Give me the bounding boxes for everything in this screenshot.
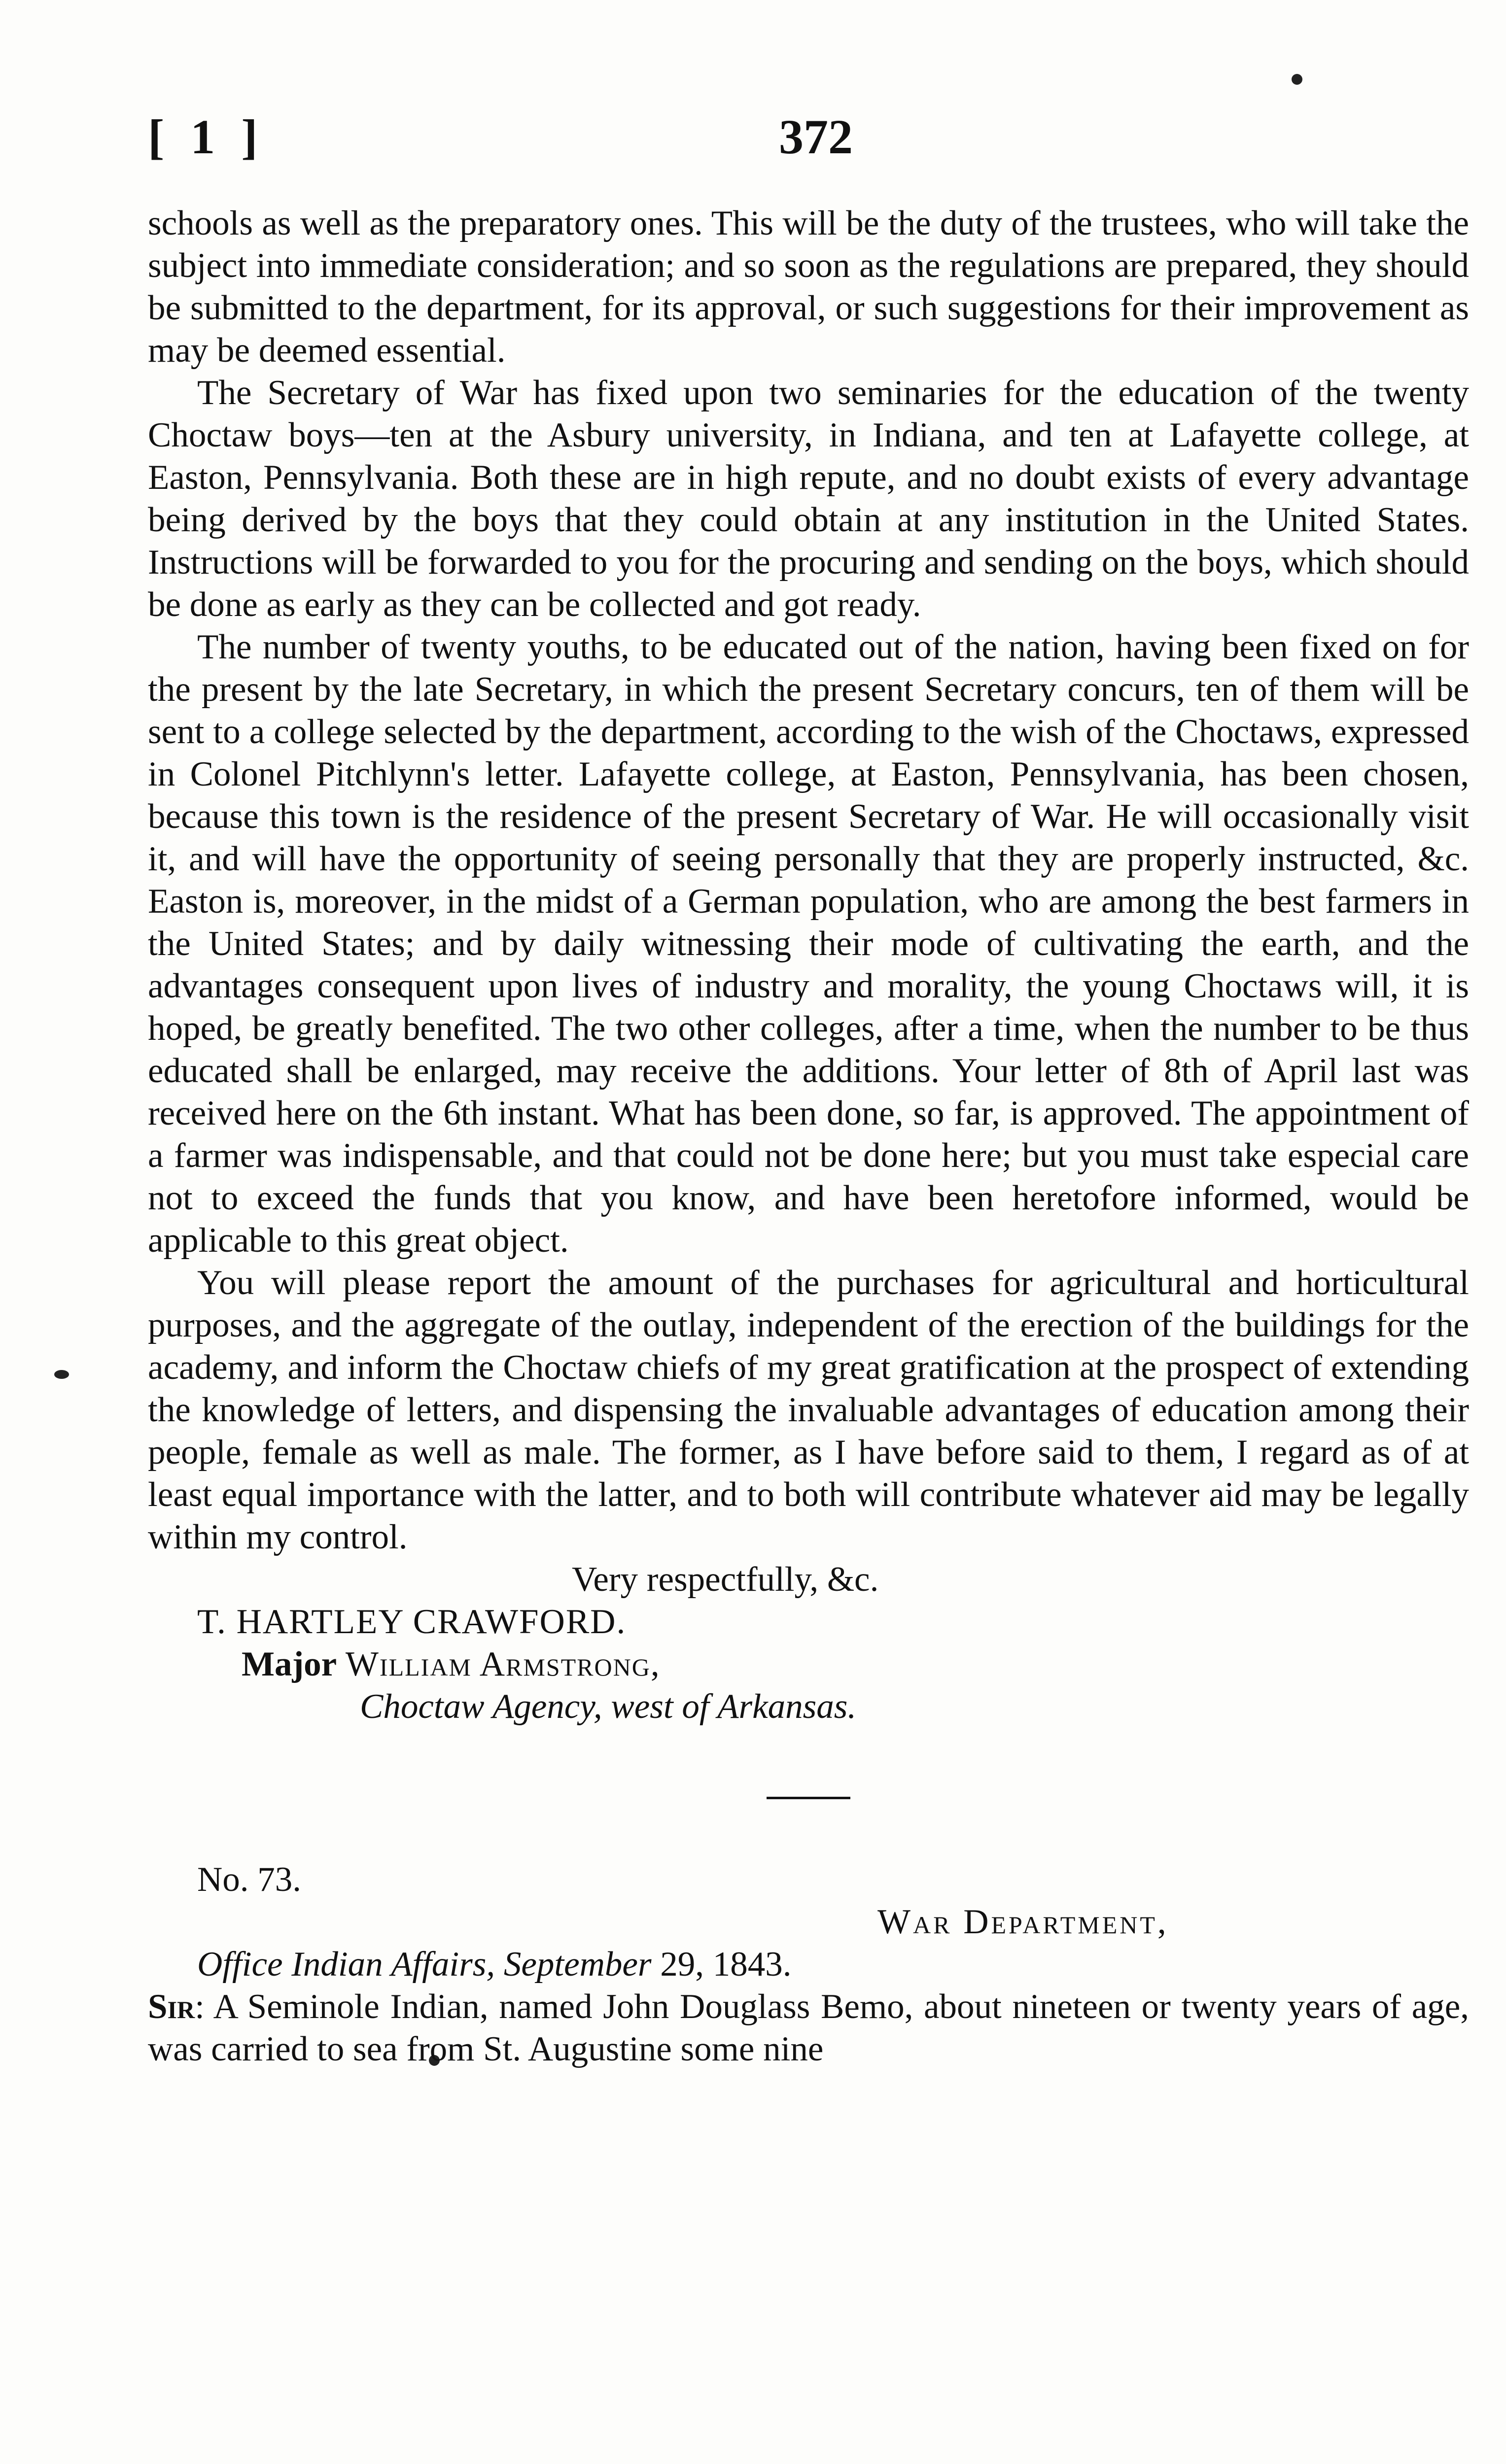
date-month: September xyxy=(503,1945,652,1984)
ink-speck xyxy=(1292,74,1302,85)
sheet-mark: [ 1 ] xyxy=(148,109,265,164)
department-heading: War Department, xyxy=(877,1903,1169,1941)
paragraph-opening xyxy=(148,1985,1469,2070)
paragraph-seminaries: The Secretary of War has fixed upon two seminaries for the education of the twenty Choctaw boys—ten at the Asbury university, in Indiana, and ten at Lafayette college, at Easton, Pennsylvania. Both these are in high repute, and no doubt exists of every advantage being derived by the boys that they could obtain at any institution in the United States. Instructions will be forwarded to you for the procuring and sending on the boys, which should be done as early as they can be collected and got ready. xyxy=(148,374,1469,624)
document-number: No. 73. xyxy=(197,1860,302,1899)
addressee-place: Choctaw Agency, west of Arkansas. xyxy=(360,1687,857,1726)
page-number: 372 xyxy=(779,109,853,164)
addressee-title: Major xyxy=(242,1645,337,1683)
paragraph-twenty-youths: The number of twenty youths, to be educated out of the nation, having been fixed on for the present by the late Secretary, in which the present Secretary concurs, ten of them will be sent to a college selected by the department, according to the wish of the Choctaws, expressed in Colonel Pitchlynn's letter. Lafayette college, at Easton, Pennsylvania, has been chosen, because this town is the residence of the present Secretary of War. He will occasionally visit it, and will have the opportunity of seeing personally that they are properly instructed, &c. Easton is, moreover, in the midst of a German population, who are among the best farmers in the United States; and by daily witnessing their mode of cultivating the earth, and the advantages consequent upon lives of industry and morality, the young Choctaws will, it is hoped, be greatly benefited. The two other colleges, after a time, when the number to be thus educated shall be enlarged, may receive the additions. Your letter of 8th of April last was received here on the 6th instant. What has been done, so far, is approved. The appointment of a farmer was indispensable, and that could not be done here; but you must take especial care not to exceed the funds that you know, and have been heretofore informed, would be applicable to this great object. xyxy=(148,628,1469,1260)
ink-speck xyxy=(54,1370,69,1379)
opening-text: : A Seminole Indian, named John Douglass Bemo, about nineteen or twenty years of age, was carried to sea from St. Augustine some nine xyxy=(148,1987,1469,2068)
salutation: Sir xyxy=(148,1987,195,2026)
dateline xyxy=(148,1943,1469,1985)
letter-closing: Very respectfully, &c. xyxy=(572,1560,879,1599)
letter-signature: T. HARTLEY CRAWFORD. xyxy=(197,1603,627,1641)
paragraph-report-request: You will please report the amount of the purchases for agricultural and horticultural purposes, and the aggregate of the outlay, independent of the erection of the buildings for the academy, and inform the Choctaw chiefs of my great gratification at the prospect of extending the knowledge of letters, and dispensing the invaluable advantages of education among their people, female as well as male. The former, as I have before said to them, I regard as of at least equal importance with the latter, and to both will contribute whatever aid may be legally within my control. xyxy=(148,1264,1469,1556)
office-name: Office Indian Affairs, xyxy=(197,1945,495,1984)
addressee-line xyxy=(148,1643,1469,1685)
document-body xyxy=(148,202,1469,2070)
date-day-year: 29, 1843. xyxy=(660,1945,792,1984)
addressee-name: William Armstrong, xyxy=(345,1645,661,1683)
section-divider xyxy=(767,1797,850,1799)
paragraph-continuation: schools as well as the preparatory ones. This will be the duty of the trustees, who will take the subject into immediate consideration; and so soon as the regulations are prepared, they should be submitted to the department, for its approval, or such suggestions for their improvement as may be deemed essential. xyxy=(148,204,1469,370)
page-header xyxy=(148,89,1469,163)
